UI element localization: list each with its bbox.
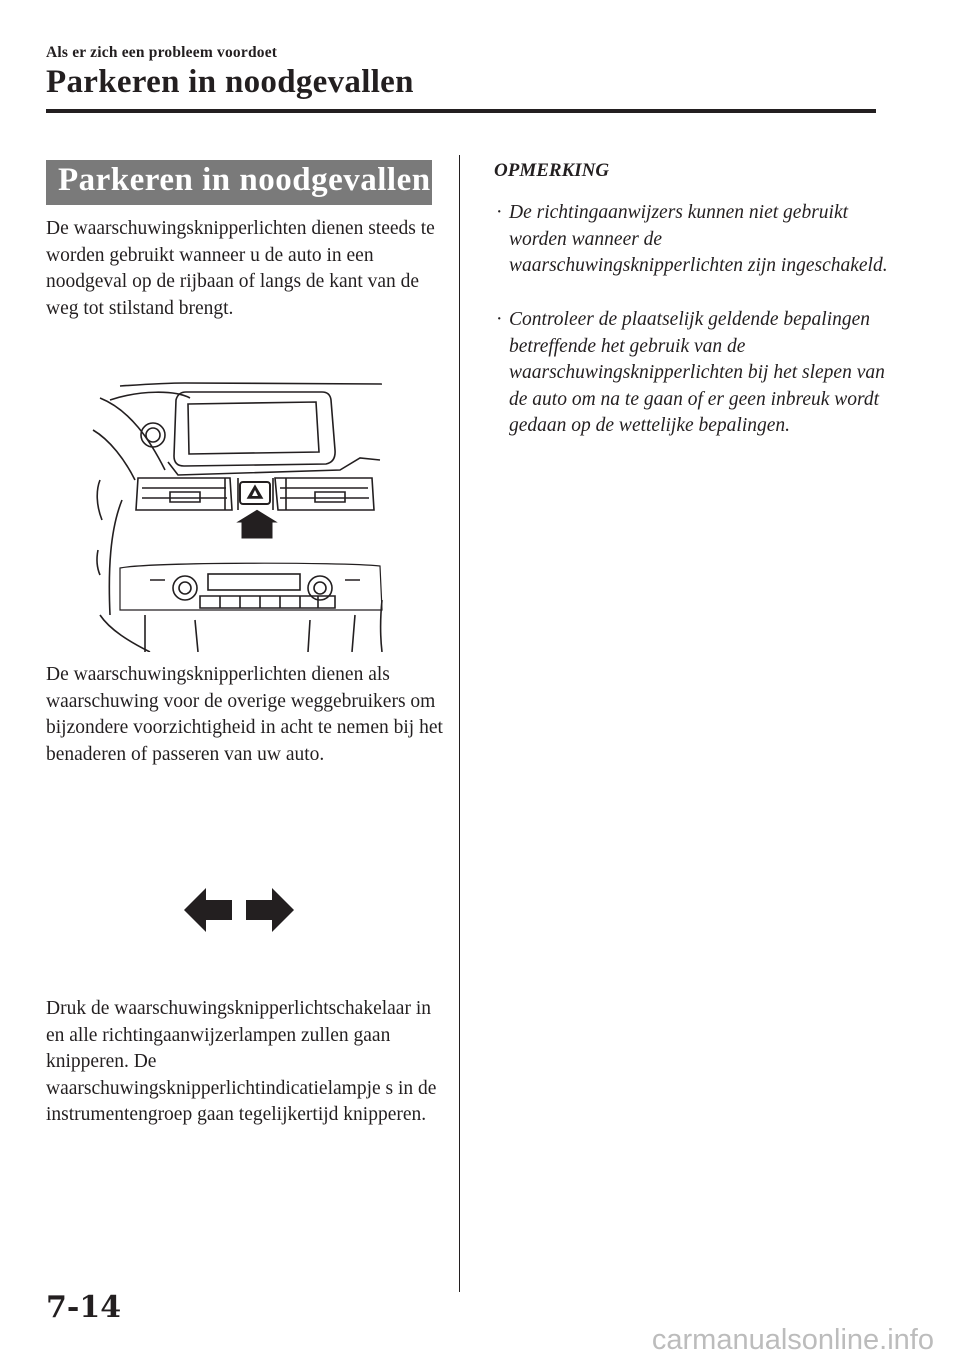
hazard-button: [240, 482, 270, 504]
section-kicker: Als er zich een probleem voordoet: [46, 44, 278, 61]
note-item: [494, 200, 899, 280]
bullet-icon: ·: [496, 202, 503, 223]
watermark: carmanualsonline.info: [651, 1324, 934, 1356]
header-rule: [46, 109, 876, 113]
note-label: OPMERKING: [494, 160, 610, 181]
turn-signal-arrows-icon: [184, 886, 294, 934]
page-title: Parkeren in noodgevallen: [46, 64, 414, 100]
column-divider: [459, 155, 460, 1292]
hazard-switch-illustration: [90, 370, 390, 652]
left-arrow-icon: [184, 888, 232, 932]
paragraph-warning: De waarschuwingsknipperlichten dienen als waarschuwing voor de overige weggebruikers om bijzondere voorzichtigheid in acht te nemen bij het benaderen of passeren van uw auto.: [46, 664, 443, 765]
pointer-arrow-icon: [231, 508, 283, 540]
note-item-text: Controleer de plaatselijk geldende bepalingen betreffende het gebruik van de waarschuwingsknipperlichten bij het slepen van de auto om na te gaan of er geen inbreuk wordt gedaan op de wettelijke bepalingen.: [509, 309, 885, 436]
bullet-icon: ·: [496, 309, 503, 330]
paragraph-intro: De waarschuwingsknipperlichten dienen steeds te worden gebruikt wanneer u de auto in een noodgeval op de rijbaan of langs de kant van de weg tot stilstand brengt.: [46, 218, 435, 319]
paragraph-instructions: Druk de waarschuwingsknipperlichtschakelaar in en alle richtingaanwijzerlampen zullen gaan knipperen. De waarschuwingsknipperlichtindicatielampje s in de instrumentengroep gaan tegelijkertijd knipperen.: [46, 998, 437, 1125]
section-banner-title: Parkeren in noodgevallen: [58, 162, 431, 198]
note-item: [494, 307, 899, 440]
screen-unit: [168, 392, 380, 475]
page-number: 7-14: [46, 1290, 122, 1325]
right-arrow-icon: [246, 888, 294, 932]
section-banner: [46, 160, 432, 205]
climate-panel: [120, 563, 382, 610]
note-item-text: De richtingaanwijzers kunnen niet gebruikt worden wanneer de waarschuwingsknipperlichten zijn ingeschakeld.: [509, 202, 888, 276]
steering-wheel-edge: [97, 480, 122, 615]
